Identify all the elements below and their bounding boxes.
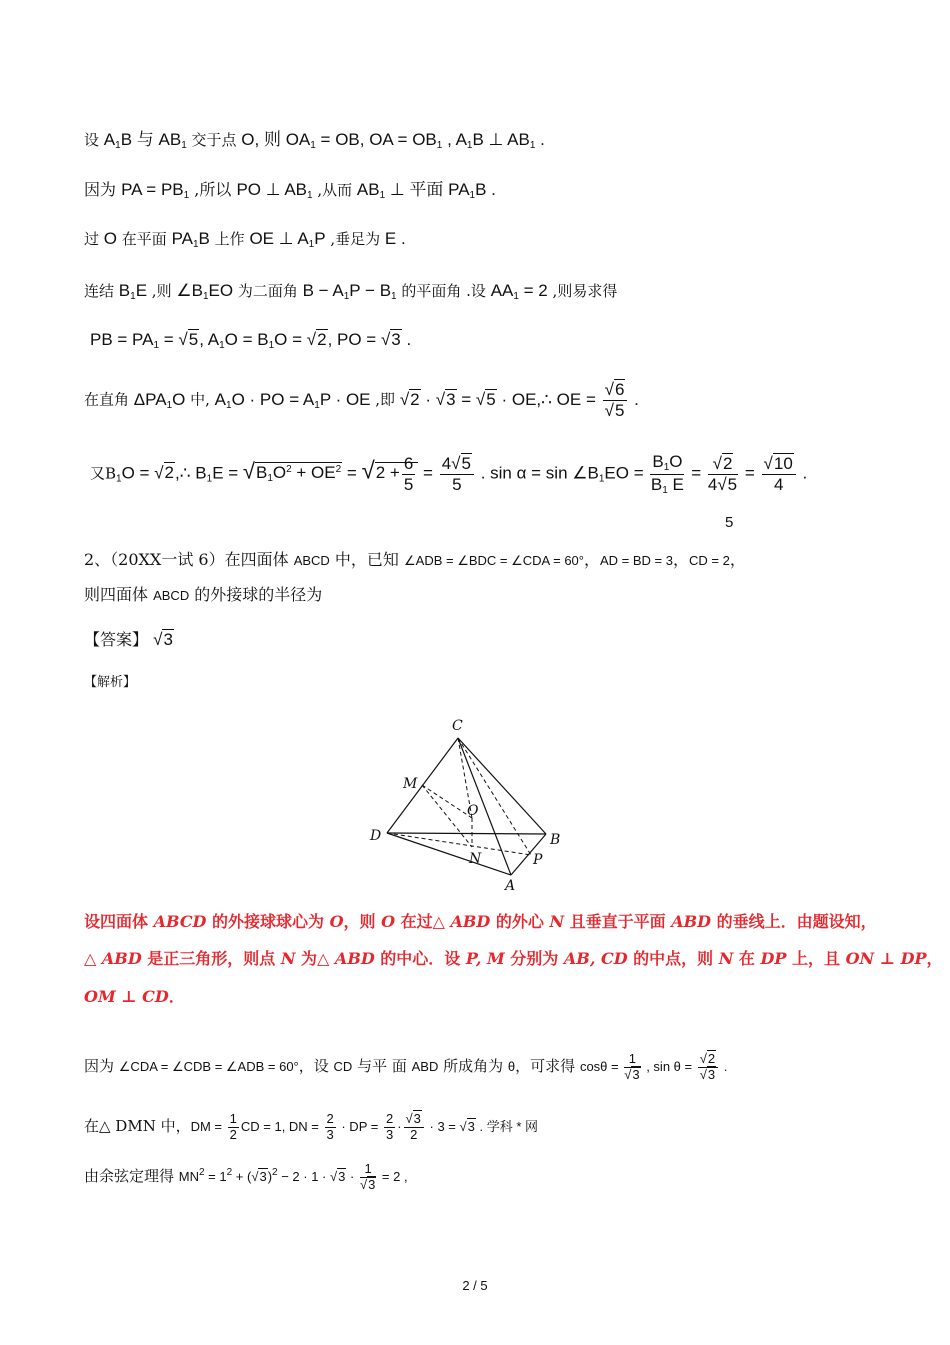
line-3: 过 O 在平面 $PA_1B$ 上作 OE ⊥ $A_1P$ ,垂足为 E . (84, 229, 406, 250)
line-6: 在直角 $\Delta PA_1O$ 中, $A_1O$ · PO = $A_1P$ · OE ,即 √2 · √3 = √5 · OE,∴ OE = $\frac{√6}{√5}$ . (84, 380, 639, 420)
line-9: 在△ DMN 中，DM = $\frac{1}{2}$ CD = 1, DN = $\frac{2}{3}$ · DP = $\frac{2}{3}$ · $\frac{√3}{2}$ · 3 = √3 . 学科 * 网 (84, 1111, 539, 1142)
segment-DP (387, 833, 531, 855)
segment-CP (458, 738, 531, 855)
answer-value: √3 (153, 630, 173, 649)
label-P: P (533, 852, 543, 868)
red-analysis-line-2: △ ABD 是正三角形，则点 N 为△ ABD 的中心．设 P, M 分别为 AB, CD 的中点，则 N 在 DP 上，且 ON ⊥ DP， (84, 949, 943, 968)
segment-MO (422, 785, 472, 818)
label-D: D (370, 828, 382, 844)
question-2: 2、（20XX一试 6）在四面体 ABCD 中，已知 ∠ADB = ∠BDC = ∠CDA = 60°，AD = BD = 3，CD = 2， (84, 550, 746, 569)
text: 设 (84, 131, 100, 149)
analysis-label: 【解析】 (84, 675, 137, 690)
line-2: 因为 PA = $PB_1$ ,所以 PO ⊥ $AB_1$ ,从而 $AB_1$ ⊥ 平面 $PA_1B$ . (84, 180, 496, 201)
line-1: 设 $A_1B$ 与 $AB_1$ 交于点 O, 则 $OA_1$ = OB, OA = $OB_1$ , $A_1B$ ⊥ $AB_1$ . (84, 130, 545, 151)
segment-MN (422, 785, 472, 847)
line-5: PB = $PA_1 = √5$, $A_1O = B_1O = √2$, PO = √3 . (90, 330, 412, 351)
edge-DB (387, 833, 546, 834)
line-4: 连结 $B_1E$ ,则 $\angle B_1EO$ 为二面角 $B - A_1P - B_1$ 的平面角 .设 $AA_1 = 2$ ,则易求得 (84, 281, 618, 302)
edge-CA (458, 738, 511, 875)
answer (84, 631, 174, 648)
line-7-denominator: 5 (725, 514, 734, 531)
label-M: M (403, 776, 418, 792)
page-number: 2 / 5 (462, 1278, 488, 1293)
label-B: B (550, 832, 561, 848)
answer-label: 【答案】 (84, 630, 149, 649)
red-analysis-line-1: 设四面体 ABCD 的外接球球心为 O，则 O 在过△ ABD 的外心 N 且垂直于平面 ABD 的垂线上．由题设知， (84, 912, 877, 931)
label-A: A (505, 878, 516, 892)
edge-CB (458, 738, 546, 834)
edge-DA (387, 833, 511, 875)
question-2-line-2: 则四面体 ABCD 的外接球的半径为 (84, 585, 323, 604)
line-10: 由余弦定理得 $MN^2 = 1^2 + (√3)^2 - 2 \cdot 1 \cdot √3$ · $\frac{1}{√3}$ = 2 , (84, 1161, 408, 1192)
label-N: N (469, 851, 482, 867)
line-7: 又$B_1O$ = √2,∴ $B_1E = √B_1O^2 + OE^2 = √2$ + $\frac{6}{5}$ = $\frac{4√5}{5}$ . $\sin \alpha = \sin \angle B_1EO$ = $\frac{B_1O}{B_1 E}$ = $\frac{√2}{4√5}$ = $\frac{√10}{4}$ . (90, 452, 808, 496)
line-8: 因为 ∠CDA = ∠CDB = ∠ADB = 60°，设 CD 与平 面 ABD 所成角为 θ，可求得 cosθ = $\frac{1}{√3}$ , sin θ = $\frac{√2}{√3}$ . (84, 1051, 728, 1082)
red-analysis-line-3: OM ⊥ CD． (84, 987, 185, 1006)
label-C: C (452, 718, 463, 734)
tetrahedron-figure (365, 712, 565, 892)
label-O: O (467, 803, 479, 819)
